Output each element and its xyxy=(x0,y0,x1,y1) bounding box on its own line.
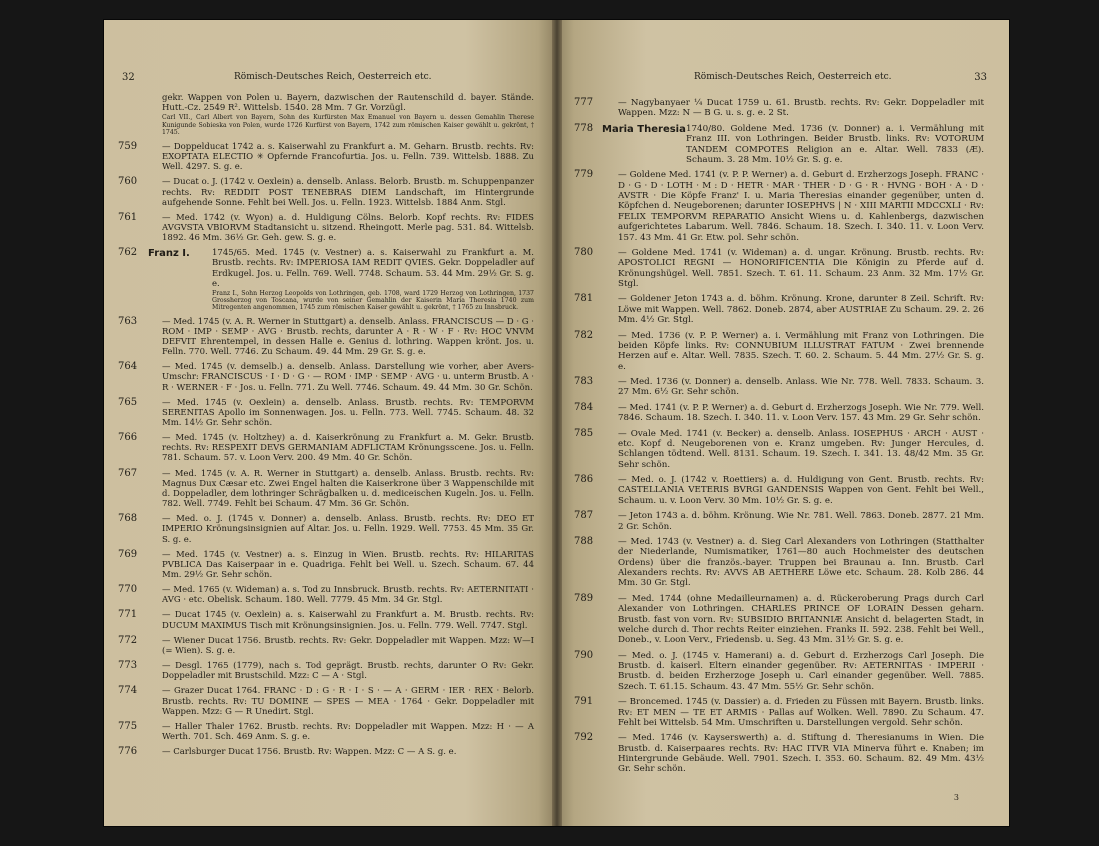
footnote: Franz I., Sohn Herzog Leopolds von Lothringen, geb. 1708, ward 1729 Herzog von Lothringen, 1737 Grossherzog von Toscana, wurde von seiner Gemahlin der Kaiserin Maria Theresia 1740 zum Mitregenten angenommen, 1745 zum römischen Kaiser gewählt u. gekrönt, † 1765 zu Innsbruck. xyxy=(212,289,534,312)
catalog-entry xyxy=(574,537,984,589)
entry-text: — Goldene Med. 1741 (v. P. P. Werner) a. d. Geburt d. Erzherzogs Joseph. FRANC · D · G · D · LOTH · M : D · HETR · MAR · THER · D · G · R · HVNG · BOH · A · D · AVSTR · Die Köpfe Franz' I. u. Maria Theresias einander gegenüber, unten d. Köpfchen d. Neugeborenen; darunter IOSEPHVS | N · XIII MARTII MDCCXLI · Rv: FELIX TEMPORVM REPARATIO Ansicht Wiens u. d. Kahlenbergs, dazwischen aufgerichtetes Labarum. Well. 7846. Schaum. 18. Szech. I. 340. 11. v. Loon Verv. 157. 43 Mm. 41 Gr. Etw. pol. Sehr schön. xyxy=(618,170,984,243)
entry-number: 792 xyxy=(574,732,594,744)
page-number: 32 xyxy=(122,72,135,83)
entry-text: — Goldene Med. 1741 (v. Wideman) a. d. ungar. Krönung. Brustb. rechts. Rv: APOSTOLICI REGNI — HONORIFICENTIA Die Königin zu Pferde auf d. Krönungshügel. Well. 7851. Szech. T. 61. 11. Schaum. 23 Anm. 32 Mm. 17½ Gr. Stgl. xyxy=(618,247,984,289)
entry-number: 769 xyxy=(118,548,138,560)
catalog-entry xyxy=(118,610,534,630)
catalog-entry xyxy=(574,594,984,646)
entry-text: — Med. 1743 (v. Vestner) a. d. Sieg Carl Alexanders von Lothringen (Statthalter der Niederlande, Numismatiker, 1761—80 auch Hochmeister des deutschen Ordens) über die französ.-bayer. Truppen bei Braunau a. Inn. Brustb. Carl Alexanders rechts. Rv: AVVS AB AETHERE Löwe etc. Schaum. 28. Kolb 286. 44 Mm. 30 Gr. Stgl. xyxy=(618,536,984,589)
entry-text: — Med. 1745 (v. Vestner) a. s. Einzug in Wien. Brustb. rechts. Rv: HILARITAS PVBLICA Das Kaiserpaar in e. Quadriga. Fehlt bei Well. u. Szech. Schaum. 67. 44 Mm. 29½ Gr. Sehr schön. xyxy=(162,549,534,580)
catalog-entries xyxy=(574,98,984,780)
catalog-entry xyxy=(118,686,534,716)
catalog-entry xyxy=(574,651,984,693)
catalog-entry xyxy=(118,433,534,463)
entry-text: — Med. 1745 (v. demselb.) a. denselb. Anlass. Darstellung wie vorher, aber Avers-Umschr: FRANCISCUS · I · D · G · — ROM · IMP · SEMP · AVG · u. unterm Brustb. A · R · WERNER · F · Jos. u. Felln. 771. Zu Well. 7746. Schaum. 49. 44 Mm. 30 Gr. Schön. xyxy=(162,362,534,393)
catalog-entry xyxy=(118,585,534,605)
continuation-body: gekr. Wappen von Polen u. Bayern, dazwischen der Rautenschild d. bayer. Stände. Hutt.-Cz. 2549 R². Wittelsb. 1540. 28 Mm. 7 Gr. Vorzügl. xyxy=(162,93,534,114)
catalog-entry xyxy=(118,661,534,681)
catalog-entry xyxy=(574,511,984,532)
entry-text: — Med. o. J. (1745 v. Donner) a. denselb. Anlass. Brustb. rechts. Rv: DEO ET IMPERIO Krönungsinsignien auf Altar. Jos. u. Felln. 1929. Well. 7753. 45 Mm. 35 Gr. S. g. e. xyxy=(162,514,534,545)
entry-number: 775 xyxy=(118,720,138,732)
catalog-entry xyxy=(118,514,534,544)
catalog-entry xyxy=(574,331,984,373)
entry-number: 774 xyxy=(118,685,138,697)
book-gutter xyxy=(552,20,562,826)
entry-number: 785 xyxy=(574,427,594,439)
catalog-entry xyxy=(574,170,984,243)
entry-text: — Med. 1741 (v. P. P. Werner) a. d. Geburt d. Erzherzogs Joseph. Wie Nr. 779. Well. 7846. Schaum. 18. Szech. I. 340. 11. v. Loon Verv. 157. 43 Mm. 29 Gr. Sehr schön. xyxy=(618,402,984,424)
entry-text: — Grazer Ducat 1764. FRANC · D : G · R · I · S · — A · GERM · IER · REX · Belorb. Brustb. rechts. Rv: TU DOMINE — SPES — MEA · 1764 · Gekr. Doppeladler mit Wappen. Mzz: G — R Unedirt. Stgl. xyxy=(162,686,534,717)
entry-number: 771 xyxy=(118,609,138,621)
entry-text: — Broncemed. 1745 (v. Dassier) a. d. Frieden zu Füssen mit Bayern. Brustb. links. Rv: ET MEN — TE ET ARMIS · Pallas auf Wolken. Well. 7890. Zu Schaum. 47. Fehlt bei Wittelsb. 54 Mm. Umschriften u. Darstellungen vergold. Sehr schön. xyxy=(618,697,984,728)
catalog-entry xyxy=(574,98,984,119)
entry-text: — Med. 1744 (ohne Medailleurnamen) a. d. Rückeroberung Prags durch Carl Alexander von Lothringen. CHARLES PRINCE OF LORAIN Dessen geharn. Brustb. fast von vorn. Rv: SUBSIDIO BRITANNIÆ Ansicht d. belagerten Stadt, in welche durch d. Thor rechts Reiter einziehen. Franks II. 592. 238. Fehlt bei Well., Doneb., v. Loon Verv., Friedensb. u. Seg. 43 Mm. 31½ Gr. S. g. e. xyxy=(618,593,984,646)
entry-number: 780 xyxy=(574,246,594,258)
entry-number: 763 xyxy=(118,315,138,327)
catalog-entry xyxy=(574,697,984,728)
catalog-entry xyxy=(574,475,984,506)
entry-text: — Haller Thaler 1762. Brustb. rechts. Rv: Doppeladler mit Wappen. Mzz: H · — A Werth. 701. Sch. 469 Anm. S. g. e. xyxy=(162,721,534,743)
entry-number: 776 xyxy=(118,746,138,758)
entry-number: 777 xyxy=(574,97,594,108)
catalog-entry xyxy=(118,362,534,392)
entry-number: 787 xyxy=(574,510,594,522)
entry-text: — Jeton 1743 a. d. böhm. Krönung. Wie Nr. 781. Well. 7863. Doneb. 2877. 21 Mm. 2 Gr. Schön. xyxy=(618,511,984,532)
catalog-entry xyxy=(574,733,984,775)
entry-text: — Carlsburger Ducat 1756. Brustb. Rv: Wappen. Mzz: C — A S. g. e. xyxy=(162,747,457,758)
entry-number: 790 xyxy=(574,649,594,661)
entry-number: 761 xyxy=(118,211,138,223)
entry-number: 784 xyxy=(574,401,594,413)
entry-text: — Med. o. J. (1742 v. Roettiers) a. d. Huldigung von Gent. Brustb. rechts. Rv: CASTELLANIA VETERIS BVRGI GANDENSIS Wappen von Gent. Fehlt bei Well., Schaum. u. v. Loon Verv. 30 Mm. 10½ Gr. S. g. e. xyxy=(618,475,984,506)
left-page xyxy=(104,20,556,826)
page-number: 33 xyxy=(974,72,987,83)
entry-text: — Ovale Med. 1741 (v. Becker) a. denselb. Anlass. IOSEPHUS · ARCH · AUST · etc. Kopf d. Neugeborenen von e. Kranz umgeben. Rv: Junger Hercules, d. Schlangen tödtend. Well. 8131. Schaum. 19. Szech. I. 341. 13. 48/42 Mm. 35 Gr. Sehr schön. xyxy=(618,428,984,470)
entry-number: 762 xyxy=(118,247,138,259)
entry-number: 789 xyxy=(574,592,594,604)
catalog-entry xyxy=(574,294,984,325)
catalog-entry xyxy=(118,177,534,207)
entry-text: — Med. 1745 (v. Holtzhey) a. d. Kaiserkrönung zu Frankfurt a. M. Gekr. Brustb. rechts. Rv: RESPEXIT DEVS GERMANIAM ADFLICTAM Krönungsscene. Jos. u. Felln. 781. Schaum. 57. v. Loon Verv. 200. 49 Mm. 40 Gr. Schön. xyxy=(162,433,534,464)
entry-number: 760 xyxy=(118,176,138,188)
entry-number: 764 xyxy=(118,361,138,373)
entry-number: 782 xyxy=(574,329,594,341)
entry-text: — Med. 1745 (v. A. R. Werner in Stuttgart) a. denselb. Anlass. FRANCISCUS — D · G · ROM · IMP · SEMP · AVG · Brustb. rechts, darunter A · R · W · F · Rv: HOC VNVM DEFVIT Ehrentempel, in dessen Halle e. Genius d. lothring. Wappen krönt. Jos. u. Felln. 770. Well. 7746. Zu Schaum. 49. 44 Mm. 29 Gr. S. g. e. xyxy=(162,316,534,358)
catalog-entry xyxy=(118,398,534,428)
entry-text: — Med. 1765 (v. Wideman) a. s. Tod zu Innsbruck. Brustb. rechts. Rv: AETERNITATI · AVG · etc. Obelisk. Schaum. 180. Well. 7779. 45 Mm. 34 Gr. Stgl. xyxy=(162,585,534,606)
entry-number: 766 xyxy=(118,432,138,444)
entry-text: 1740/80. Goldene Med. 1736 (v. Donner) a. i. Vermählung mit Franz III. von Lothringen. Beider Brustb. links. Rv: VOTORUM TANDEM COMPOTES Religion an e. Altar. Well. 7833 (Æ). Schaum. 3. 28 Mm. 10½ Gr. S. g. e. xyxy=(686,123,984,165)
entry-text: — Med. 1746 (v. Kayserswerth) a. d. Stiftung d. Theresianums in Wien. Die Brustb. d. Kaiserpaares rechts. Rv: HAC ITVR VIA Minerva führt e. Knaben; im Hintergrunde Gebäude. Well. 7901. Szech. I. 353. 60. Schaum. 82. 49 Mm. 43½ Gr. Sehr schön. xyxy=(618,733,984,775)
entry-text: — Wiener Ducat 1756. Brustb. rechts. Rv: Gekr. Doppeladler mit Wappen. Mzz: W—I (= Wien). S. g. e. xyxy=(162,635,534,656)
entry-number: 783 xyxy=(574,376,594,387)
catalog-entries xyxy=(118,93,534,762)
catalog-entry xyxy=(118,248,534,311)
entry-text: — Med. 1742 (v. Wyon) a. d. Huldigung Cölns. Belorb. Kopf rechts. Rv: FIDES AVGVSTA VBIORVM Stadtansicht u. sitzend. Rheingott. Merle pag. 531. 84. Wittelsb. 1892. 46 Mm. 36½ Gr. Geh. gew. S. g. e. xyxy=(162,212,534,244)
catalog-entry xyxy=(118,550,534,580)
entry-number: 759 xyxy=(118,140,138,152)
catalog-entry xyxy=(574,377,984,398)
entry-text: 1745/65. Med. 1745 (v. Vestner) a. s. Kaiserwahl zu Frankfurt a. M. Brustb. rechts. Rv: IMPERIOSA IAM REDIT QVIES. Gekr. Doppeladler auf Erdkugel. Jos. u. Felln. 769. Well. 7748. Schaum. 53. 44 Mm. 29½ Gr. S. g. e. xyxy=(212,248,534,289)
entry-text: — Ducat 1745 (v. Oexlein) a. s. Kaiserwahl zu Frankfurt a. M. Brustb. rechts. Rv: DUCUM MAXIMUS Tisch mit Krönungsinsignien. Jos. u. Felln. 779. Well. 7747. Stgl. xyxy=(162,610,534,631)
catalog-entry xyxy=(574,248,984,290)
entry-text: — Med. 1745 (v. Oexlein) a. denselb. Anlass. Brustb. rechts. Rv: TEMPORVM SERENITAS Apollo im Sonnenwagen. Jos. u. Felln. 773. Well. 7745. Schaum. 48. 32 Mm. 14½ Gr. Sehr schön. xyxy=(162,397,534,428)
entry-text: — Goldener Jeton 1743 a. d. böhm. Krönung. Krone, darunter 8 Zeil. Schrift. Rv: Löwe mit Wappen. Well. 7862. Doneb. 2874, aber AUSTRIAE Zu Schaum. 29. 2. 26 Mm. 4½ Gr. Stgl. xyxy=(618,294,984,326)
book-spread xyxy=(104,20,1009,826)
entry-text: — Nagybanyaer ¼ Ducat 1759 u. 61. Brustb. rechts. Rv: Gekr. Doppeladler mit Wappen. Mzz: N — B G. u. s. g. e. 2 St. xyxy=(618,98,984,119)
catalog-entry xyxy=(574,124,984,166)
catalog-entry xyxy=(118,722,534,742)
catalog-entry xyxy=(118,213,534,243)
continuation-text xyxy=(118,93,534,136)
running-head: Römisch-Deutsches Reich, Oesterreich etc. xyxy=(694,72,892,82)
entry-number: 786 xyxy=(574,474,594,485)
entry-number: 767 xyxy=(118,467,138,479)
entry-number: 770 xyxy=(118,584,138,596)
right-page xyxy=(556,20,1009,826)
entry-text: — Desgl. 1765 (1779), nach s. Tod geprägt. Brustb. rechts, darunter O Rv: Gekr. Doppeladler mit Brustschild. Mzz: C — A · Stgl. xyxy=(162,661,534,682)
entry-number: 768 xyxy=(118,513,138,525)
catalog-entry xyxy=(118,747,534,757)
entry-number: 779 xyxy=(574,169,594,181)
footnote: Carl VII., Carl Albert von Bayern, Sohn des Kurfürsten Max Emanuel von Bayern u. dessen Gemahlin Therese Kunigunde Sobieska von Polen, wurde 1726 Kurfürst von Bayern, 1742 zum römischen Kaiser gewählt u. gekrönt, † 1745. xyxy=(162,114,534,136)
ruler-heading: Maria Theresia xyxy=(602,123,686,135)
catalog-entry xyxy=(118,317,534,358)
entry-number: 778 xyxy=(574,122,594,134)
entry-number: 773 xyxy=(118,660,138,672)
catalog-entry xyxy=(118,142,534,172)
entry-text: — Med. 1736 (v. Donner) a. denselb. Anlass. Wie Nr. 778. Well. 7833. Schaum. 3. 27 Mm. 6½ Gr. Sehr schön. xyxy=(618,377,984,398)
entry-number: 765 xyxy=(118,396,138,408)
entry-number: 781 xyxy=(574,293,594,305)
catalog-entry xyxy=(118,469,534,510)
entry-number: 772 xyxy=(118,634,138,646)
entry-text: — Doppelducat 1742 a. s. Kaiserwahl zu Frankfurt a. M. Geharn. Brustb. rechts. Rv: EXOPTATA ELECTIO ✳ Opfernde Francofurtia. Jos. u. Felln. 739. Wittelsb. 1888. Zu Well. 4297. S. g. e. xyxy=(162,141,534,173)
entry-text: — Med. 1745 (v. A. R. Werner in Stuttgart) a. denselb. Anlass. Brustb. rechts. Rv: Magnus Dux Cæsar etc. Zwei Engel halten die Kaiserkrone über 3 Wappenschilde mit d. Doppeladler, dem lothringer Schrägbalken u. d. mediceischen Kugeln. Jos. u. Felln. 782. Well. 7749. Fehlt bei Schaum. 47 Mm. 36 Gr. Schön. xyxy=(162,468,534,510)
signature-mark: 3 xyxy=(953,793,959,802)
catalog-entry xyxy=(118,636,534,656)
ruler-heading: Franz I. xyxy=(148,248,190,260)
entry-number: 791 xyxy=(574,696,594,708)
running-head: Römisch-Deutsches Reich, Oesterreich etc. xyxy=(234,72,432,82)
entry-text: — Ducat o. J. (1742 v. Oexlein) a. denselb. Anlass. Belorb. Brustb. m. Schuppenpanzer rechts. Rv: REDDIT POST TENEBRAS DIEM Landschaft, im Hintergrunde aufgehende Sonne. Fehlt bei Well. Jos. u. Felln. 1923. Wittelsb. 1884 Anm. Stgl. xyxy=(162,177,534,208)
entry-number: 788 xyxy=(574,535,594,547)
entry-text: — Med. 1736 (v. P. P. Werner) a. i. Vermählung mit Franz von Lothringen. Die beiden Köpfe links. Rv: CONNUBIUM ILLUSTRAT FATUM · Zwei brennende Herzen auf e. Altar. Well. 7835. Szech. T. 60. 2. Schaum. 5. 44 Mm. 27½ Gr. S. g. e. xyxy=(618,330,984,372)
entry-text: — Med. o. J. (1745 v. Hamerani) a. d. Geburt d. Erzherzogs Carl Joseph. Die Brustb. d. kaiserl. Eltern einander gegenüber. Rv: AETERNITAS · IMPERII · Brustb. d. beiden Erzherzoge Joseph u. Carl einander gegenüber. Well. 7885. Szech. T. 61.15. Schaum. 43. 47 Mm. 55½ Gr. Sehr schön. xyxy=(618,650,984,692)
catalog-entry xyxy=(574,429,984,471)
catalog-entry xyxy=(574,403,984,424)
